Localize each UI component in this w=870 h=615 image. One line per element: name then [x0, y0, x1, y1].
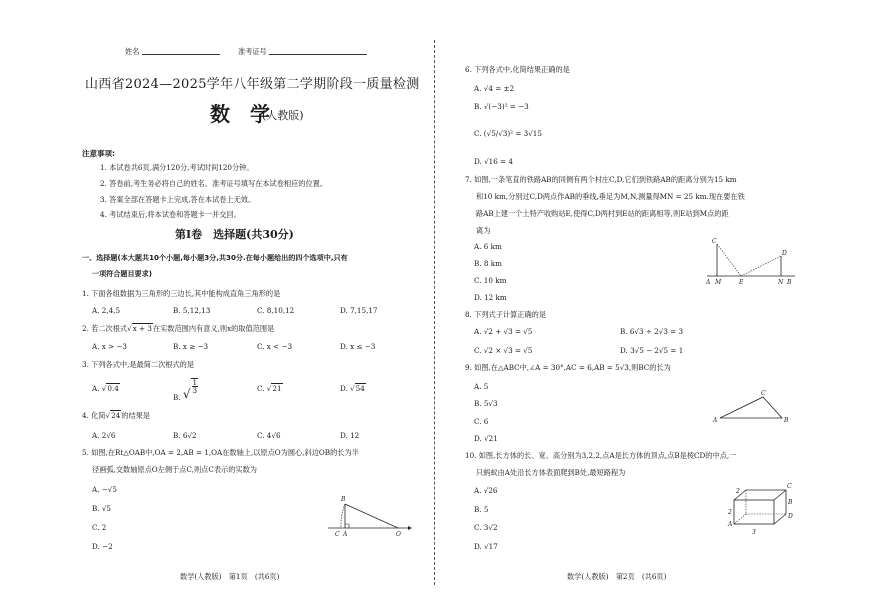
footer-right: 数学(人教版) 第2页 (共6页) [567, 572, 667, 581]
q9-stem: 9. 如图,在△ABC中,∠A = 30°,AC = 6,AB = 5√3,则BC的长为 [465, 363, 671, 372]
q3-option-d-radicand: 54 [355, 384, 365, 393]
q5-label-a: A [343, 531, 348, 538]
footer-left: 数学(人教版) 第1页 (共6页) [180, 572, 280, 581]
q5-line-2: 径画弧,交数轴原点O左侧于点C,则点C表示的实数为 [92, 465, 257, 474]
q3-option-b-denominator: 3 [192, 386, 198, 396]
q7-line-2: 和10 km,分别过C,D两点作AB的垂线,垂足为M,N,测量得MN = 25 km.现在要在铁 [476, 192, 745, 201]
q7-label-n: N [778, 279, 784, 286]
q9-option-a[interactable]: A. 5 [474, 382, 489, 391]
q1-option-d[interactable]: D. 7,15,17 [340, 306, 378, 315]
q7-option-d[interactable]: D. 12 km [474, 293, 507, 302]
q6-option-a[interactable]: A. √4 = ±2 [474, 84, 515, 93]
q10-label-a: A [728, 521, 733, 528]
notes-heading: 注意事项: [82, 149, 115, 158]
q1-stem: 1. 下面各组数据为三角形的三边长,其中能构成直角三角形的是 [82, 289, 281, 298]
q10-figure [722, 480, 797, 540]
q3-option-b[interactable]: B. √ $\frac{1}{3}$ [173, 378, 198, 403]
q3-stem: 3. 下列各式中,是最简二次根式的是 [82, 360, 195, 369]
q9-option-b[interactable]: B. 5√3 [474, 399, 498, 408]
q7-option-b[interactable]: B. 8 km [474, 259, 502, 268]
edition-label: (人教版) [262, 109, 304, 122]
note-item-3: 3. 答案全部在答题卡上完成,答在本试卷上无效。 [100, 195, 256, 204]
q9-option-c[interactable]: C. 6 [474, 417, 489, 426]
q10-line-2: 只蚂蚁由A处沿长方体表面爬到B处,最短路程为 [476, 468, 626, 477]
q8-stem: 8. 下列式子计算正确的是 [465, 310, 547, 319]
exam-no-label: 准考证号 [237, 47, 267, 56]
q3-option-a-radicand: 0.4 [107, 384, 119, 393]
q10-option-b[interactable]: B. 5 [474, 505, 489, 514]
q3-option-a[interactable]: A. √0.4 [92, 384, 119, 393]
q10-option-c[interactable]: C. 3√2 [474, 523, 498, 532]
q4-option-b[interactable]: B. 6√2 [173, 431, 197, 440]
q4-stem-part-a: 4. 化简 [82, 411, 106, 420]
q8-option-b[interactable]: B. 6√3 ÷ 2√3 = 3 [620, 327, 684, 336]
q10-label-c: C [787, 483, 792, 490]
q4-option-a[interactable]: A. 2√6 [92, 431, 116, 440]
q7-label-m: M [715, 279, 722, 286]
q7-line-3: 路AB上建一个土特产收购站E,使得C,D两村到E站的距离相等,则E站到M点的距 [476, 209, 729, 218]
q10-label-b: B [788, 499, 793, 506]
q7-line-4: 离为 [476, 226, 491, 235]
note-item-4: 4. 考试结束后,将本试卷和答题卡一并交回。 [100, 210, 241, 219]
q2-stem-part-a: 2. 若二次根式 [82, 324, 128, 333]
q4-option-d[interactable]: D. 12 [340, 431, 360, 440]
q5-figure [328, 490, 413, 540]
q5-label-o: O [396, 531, 401, 538]
q7-label-c: C [712, 238, 717, 245]
q10-label-3: 3 [752, 529, 756, 536]
q6-stem: 6. 下列各式中,化简结果正确的是 [465, 65, 570, 74]
q2-option-d[interactable]: D. x ≤ −3 [340, 342, 376, 351]
q10-label-d: D [788, 513, 793, 520]
note-item-2: 2. 答卷前,考生务必将自己的姓名、准考证号填写在本试卷相应的位置。 [100, 179, 328, 188]
q9-option-d[interactable]: D. √21 [474, 434, 498, 443]
q7-figure [703, 236, 798, 288]
subject-title: 数 学 [210, 102, 270, 126]
q6-option-c[interactable]: C. (√5/√3)² = 3√15 [474, 129, 542, 138]
q1-option-b[interactable]: B. 5,12,13 [173, 306, 211, 315]
q8-option-d[interactable]: D. 3√5 − 2√5 = 1 [620, 346, 684, 355]
q5-option-a[interactable]: A. −√5 [92, 485, 117, 494]
name-label: 姓名 [125, 47, 140, 56]
q3-option-d[interactable]: D. √54 [340, 384, 365, 393]
q6-option-d[interactable]: D. √16 = 4 [474, 157, 513, 166]
q5-option-c[interactable]: C. 2 [92, 523, 107, 532]
q2-stem-radicand: x + 3 [132, 324, 152, 333]
q9-label-b: B [784, 417, 789, 424]
q5-label-b: B [341, 496, 346, 503]
q5-option-d[interactable]: D. −2 [92, 542, 113, 551]
q9-label-c: C [761, 390, 766, 397]
section1-instr-1: 一、选择题(本大题共10个小题,每小题3分,共30分.在每小题给出的四个选项中,只有 [82, 253, 348, 262]
q5-option-b[interactable]: B. √5 [92, 504, 112, 513]
q2-stem: 2. 若二次根式√x + 3在实数范围内有意义,则x的取值范围是 [82, 324, 275, 333]
q9-figure [710, 385, 795, 425]
q7-option-a[interactable]: A. 6 km [474, 242, 502, 251]
q10-label-2-top: 2 [736, 488, 740, 495]
q3-option-c-radicand: 21 [272, 384, 282, 393]
q10-line-1: 10. 如图,长方体的长、宽、高分别为3,2,2,点A是长方体的顶点,点B是棱CD的中点,一 [465, 451, 737, 460]
q10-option-d[interactable]: D. √17 [474, 542, 498, 551]
section1-title: 第Ⅰ卷 选择题(共30分) [175, 228, 294, 241]
q7-label-e: E [739, 279, 744, 286]
q4-stem-radicand: 24 [111, 411, 121, 420]
q7-label-d: D [782, 250, 787, 257]
exam-no-field[interactable] [269, 54, 367, 55]
name-label-row [125, 48, 367, 55]
q2-option-b[interactable]: B. x ≥ −3 [173, 342, 209, 351]
q7-option-c[interactable]: C. 10 km [474, 276, 507, 285]
q7-line-1: 7. 如图,一条笔直的铁路AB的同侧有两个村庄C,D,它们到铁路AB的距离分别为15 km [465, 175, 737, 184]
q1-option-a[interactable]: A. 2,4,5 [92, 306, 121, 315]
q8-option-a[interactable]: A. √2 + √3 = √5 [474, 327, 533, 336]
q2-stem-part-b: 在实数范围内有意义,则x的取值范围是 [152, 324, 275, 333]
q5-label-c: C [335, 531, 340, 538]
q8-option-c[interactable]: C. √2 × √3 = √5 [474, 346, 533, 355]
section1-instr-2: 一项符合题目要求) [92, 269, 152, 278]
page-divider [434, 40, 435, 585]
q10-label-2-left: 2 [728, 509, 732, 516]
name-field[interactable] [142, 54, 220, 55]
q2-option-a[interactable]: A. x > −3 [92, 342, 128, 351]
q1-option-c[interactable]: C. 8,10,12 [257, 306, 295, 315]
note-item-1: 1. 本试卷共6页,满分120分,考试时间120分钟。 [100, 163, 254, 172]
q3-option-b-numerator: 1 [192, 378, 198, 387]
q9-label-a: A [713, 417, 718, 424]
q10-option-a[interactable]: A. √26 [474, 486, 498, 495]
q4-option-c[interactable]: C. 4√6 [257, 431, 281, 440]
q3-option-c[interactable]: C. √21 [257, 384, 282, 393]
q4-stem: 4. 化简√24的结果是 [82, 411, 151, 420]
exam-title: 山西省2024—2025学年八年级第二学期阶段一质量检测 [85, 77, 420, 92]
q2-option-c[interactable]: C. x < −3 [257, 342, 293, 351]
q6-option-b[interactable]: B. √(−3)² = −3 [474, 102, 529, 111]
q4-stem-part-b: 的结果是 [121, 411, 151, 420]
q5-line-1: 5. 如图,在Rt△OAB中,OA = 2,AB = 1,OA在数轴上,以原点O为圆心,斜边OB的长为半 [82, 448, 359, 457]
q7-label-b: B [787, 279, 792, 286]
q7-label-a: A [706, 279, 711, 286]
